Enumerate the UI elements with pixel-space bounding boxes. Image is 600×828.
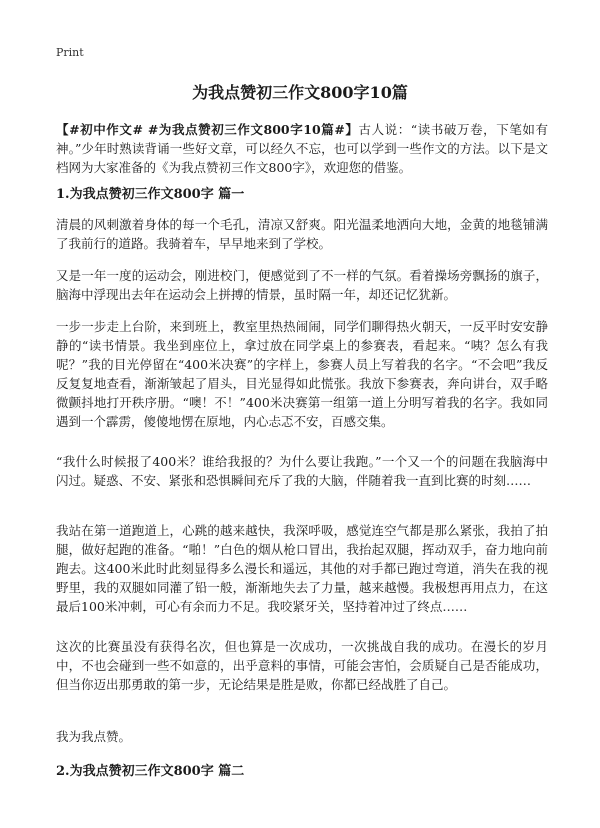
page-title: 为我点赞初三作文800字10篇 — [192, 83, 408, 102]
section-1-paragraph: 又是一年一度的运动会，刚进校门，便感觉到了不一样的气氛。看着操场旁飘扬的旗子，脑海中浮现出去年在运动会上拼搏的情景，虽时隔一年，却还记忆犹新。 — [56, 268, 548, 302]
intro-paragraph — [56, 120, 548, 177]
print-label: Print — [56, 46, 84, 59]
section-1-paragraph: “我什么时候报了400米？谁给我报的？为什么要让我跑。”一个又一个的问题在我脑海中闪过。疑惑、不安、紧张和恐惧瞬间充斥了我的大脑，伴随着我一直到比赛的时刻…… — [56, 454, 548, 488]
section-1-paragraph: 这次的比赛虽没有获得名次，但也算是一次成功，一次挑战自我的成功。在漫长的岁月中，不也会碰到一些不如意的，出乎意料的事情，可能会害怕，会质疑自己是否能成功，但当你迈出那勇敢的第一步，无论结果是胜是败，你都已经战胜了自己。 — [56, 639, 548, 692]
section-1-paragraph: 一步一步走上台阶，来到班上，教室里热热闹闹，同学们聊得热火朝天，一反平时安安静静的“读书情景。我坐到座位上，拿过放在同学桌上的参赛表，看起来。“咦？怎么有我呢？”我的目光停留在“400米决赛”的字样上，参赛人员上写着我的名字。“不会吧”我反反复复地查看，渐渐皱起了眉头，目光显得如此慌张。我放下参赛表，奔向讲台，双手略微颤抖地打开秩序册。“噢！不！”400米决赛第一组第一道上分明写着我的名字。我如同遇到一个霹雳，傻傻地愣在原地，内心忐忑不安，百感交集。 — [56, 319, 548, 429]
intro-text: 古人说：“读书破万卷，下笔如有神。”少年时熟读背诵一些好文章，可以经久不忘，也可以学到一些作文的方法。以下是文档网为大家准备的《为我点赞初三作文800字》，欢迎您的借鉴。 — [56, 122, 548, 175]
section-1-heading: 1.为我点赞初三作文800字 篇一 — [56, 187, 245, 202]
intro-tag: 【#初中作文# #为我点赞初三作文800字10篇#】 — [56, 122, 359, 137]
section-2-heading: 2.为我点赞初三作文800字 篇二 — [56, 764, 245, 779]
section-1-paragraph: 清晨的风刺激着身体的每一个毛孔，清凉又舒爽。阳光温柔地洒向大地，金黄的地毯铺满了我前行的道路。我骑着车，早早地来到了学校。 — [56, 217, 548, 251]
section-1-paragraph: 我站在第一道跑道上，心跳的越来越快，我深呼吸，感觉连空气都是那么紧张，我拍了拍腿，做好起跑的准备。“啪！”白色的烟从枪口冒出，我抬起双腿，挥动双手，奋力地向前跑去。这400米此时此刻显得多么漫长和遥远，其他的对手都已跑过弯道，消失在我的视野里，我的双腿如同灌了铅一般，渐渐地失去了力量，越来越慢。我极想再用点力，在这最后100米冲刺，可心有余而力不足。我咬紧牙关，坚持着冲过了终点…… — [56, 523, 548, 614]
section-1-paragraph: 我为我点赞。 — [56, 729, 132, 744]
